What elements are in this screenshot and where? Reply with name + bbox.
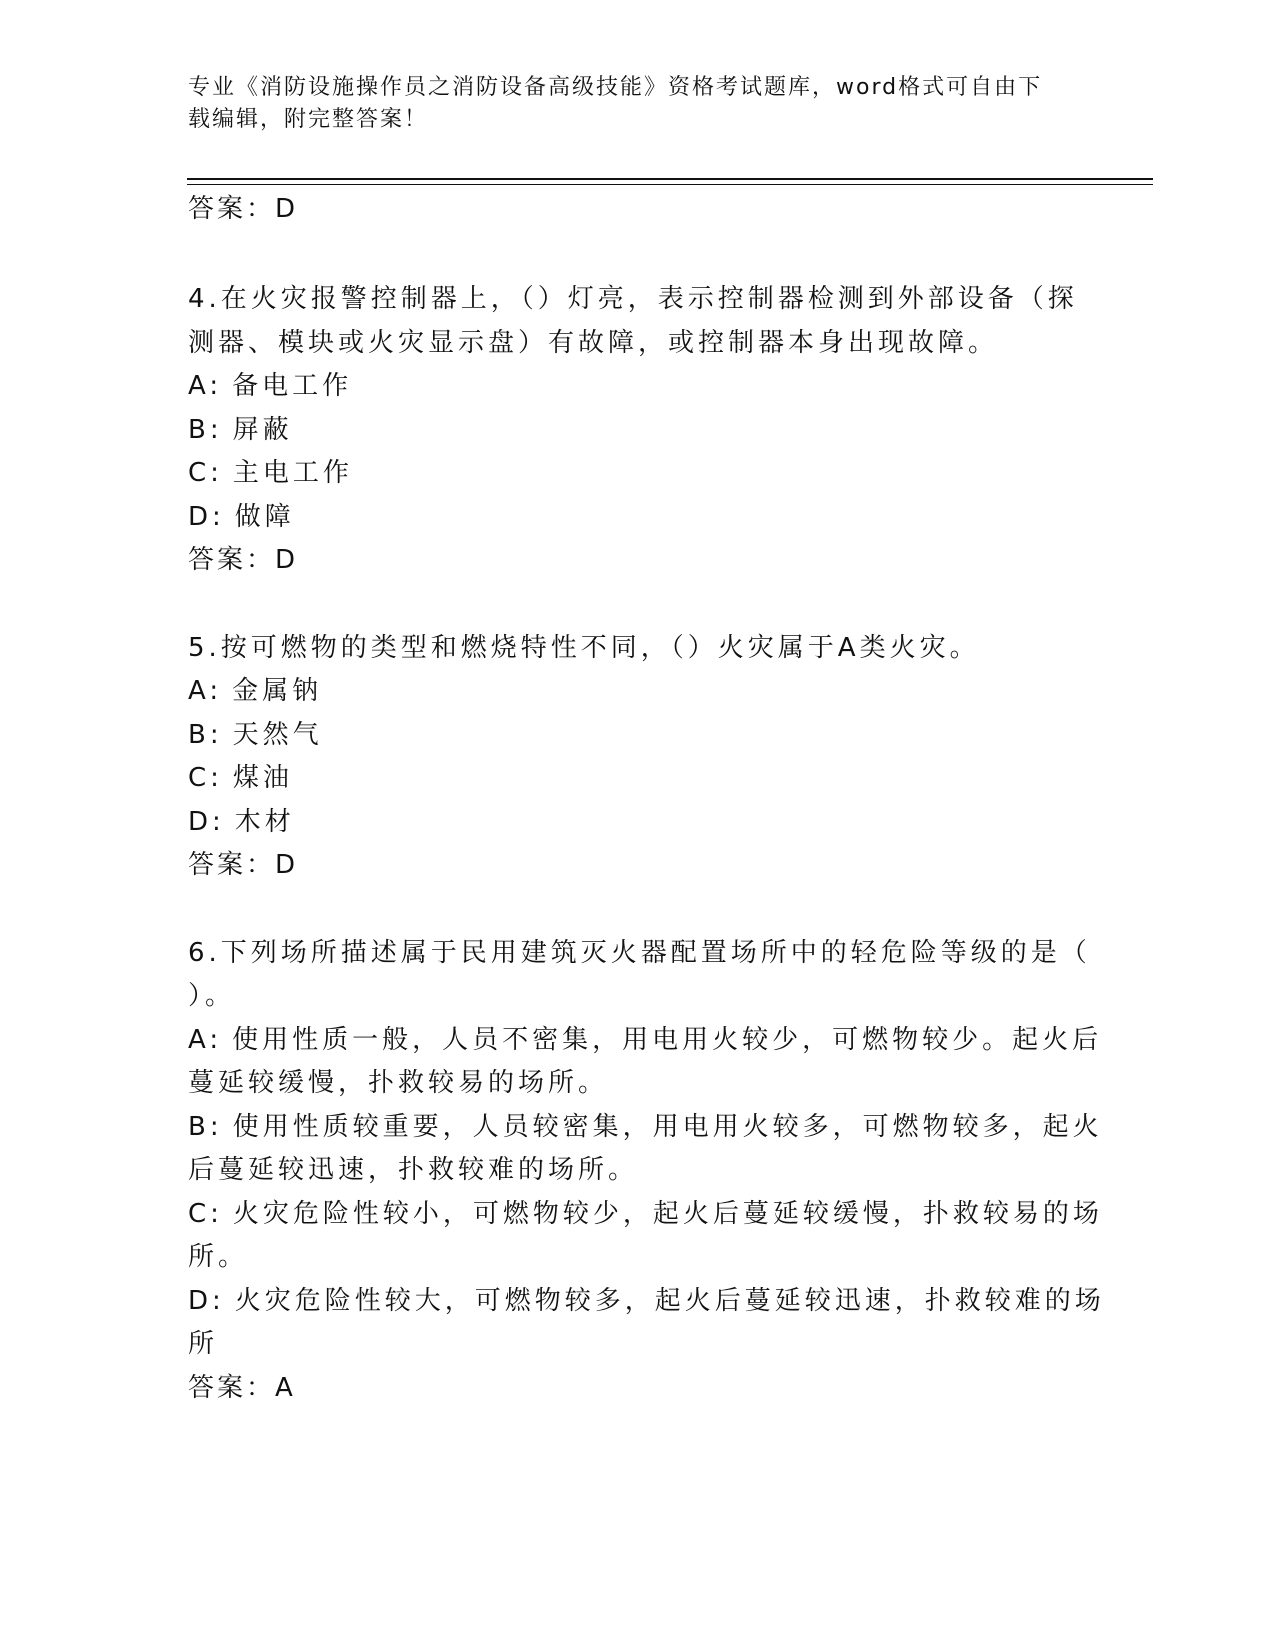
question-5-option-a — [188, 675, 322, 707]
question-6-option-b — [188, 1111, 1103, 1143]
question-6-option-d-cont: 所 — [188, 1329, 219, 1359]
option-key: D: — [188, 1286, 225, 1316]
option-text: 使用性质一般，人员不密集，用电用火较少，可燃物较少。起火后 — [232, 1025, 1103, 1055]
question-4-option-d — [188, 501, 295, 533]
question-5-option-d — [188, 806, 295, 838]
question-6-option-c-cont: 所。 — [188, 1242, 249, 1272]
question-6-option-d — [188, 1285, 1105, 1317]
option-key: D: — [188, 502, 225, 532]
question-4-stem-line-1: 4.在火灾报警控制器上，（）灯亮，表示控制器检测到外部设备（探 — [188, 284, 1078, 314]
question-4-stem-line-2: 测器、模块或火灾显示盘）有故障，或控制器本身出现故障。 — [188, 328, 999, 358]
question-4-option-c — [188, 457, 353, 489]
option-text: 备电工作 — [232, 371, 353, 401]
option-key: C: — [188, 458, 223, 488]
question-6-option-c — [188, 1198, 1103, 1230]
document-header — [188, 72, 1068, 136]
header-line-1: 专业《消防设施操作员之消防设备高级技能》资格考试题库，word格式可自由下 — [188, 75, 1043, 100]
option-key: C: — [188, 763, 223, 793]
question-6-answer: 答案：A — [188, 1373, 296, 1403]
option-text: 主电工作 — [232, 458, 353, 488]
option-text: 屏蔽 — [232, 415, 293, 445]
option-key: A: — [188, 1025, 223, 1055]
option-text: 煤油 — [232, 763, 293, 793]
option-text: 做障 — [234, 502, 295, 532]
option-key: B: — [188, 415, 223, 445]
question-4-answer: 答案：D — [188, 545, 299, 575]
option-text: 火灾危险性较小，可燃物较少，起火后蔓延较缓慢，扑救较易的场 — [232, 1199, 1103, 1229]
question-4-option-a — [188, 370, 352, 402]
question-6-option-a-cont: 蔓延较缓慢，扑救较易的场所。 — [188, 1068, 609, 1098]
question-6-stem-line-2: ）。 — [188, 981, 236, 1011]
option-text: 木材 — [234, 807, 295, 837]
option-key: C: — [188, 1199, 223, 1229]
question-5-answer: 答案：D — [188, 850, 299, 880]
option-key: B: — [188, 1112, 223, 1142]
option-key: D: — [188, 807, 225, 837]
question-5-option-b — [188, 719, 323, 751]
option-text: 天然气 — [232, 720, 323, 750]
question-6-option-b-cont: 后蔓延较迅速，扑救较难的场所。 — [188, 1155, 639, 1185]
previous-answer: 答案：D — [188, 194, 299, 224]
header-divider-thin — [187, 184, 1153, 185]
question-6-stem-line-1: 6.下列场所描述属于民用建筑灭火器配置场所中的轻危险等级的是（ — [188, 938, 1091, 968]
option-key: B: — [188, 720, 223, 750]
option-key: A: — [188, 676, 223, 706]
question-6-option-a — [188, 1024, 1102, 1056]
option-text: 火灾危险性较大，可燃物较多，起火后蔓延较迅速，扑救较难的场 — [234, 1286, 1105, 1316]
question-5-option-c — [188, 762, 293, 794]
header-divider-thick — [187, 178, 1153, 180]
option-text: 使用性质较重要，人员较密集，用电用火较多，可燃物较多，起火 — [232, 1112, 1103, 1142]
question-5-stem-line-1: 5.按可燃物的类型和燃烧特性不同，（）火灾属于A类火灾。 — [188, 633, 980, 663]
header-line-2: 载编辑，附完整答案！ — [188, 107, 429, 132]
option-text: 金属钠 — [232, 676, 323, 706]
question-4-option-b — [188, 414, 293, 446]
option-key: A: — [188, 371, 223, 401]
